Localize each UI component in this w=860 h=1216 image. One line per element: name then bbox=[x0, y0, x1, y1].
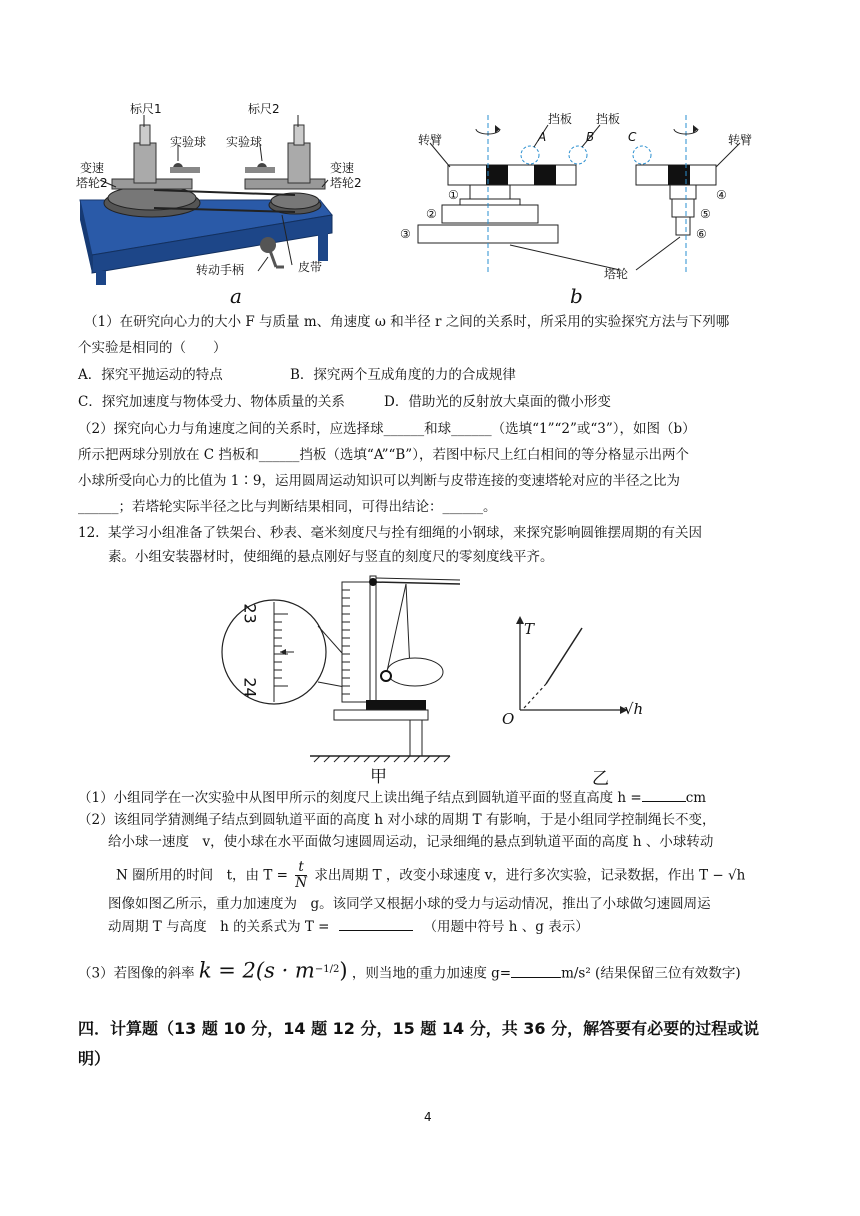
fig-b-n4: ④ bbox=[716, 188, 727, 202]
section4-heading-line1: 四．计算题（13 题 10 分，14 题 12 分，15 题 14 分，共 36 分，解答要有必要的过程或说 bbox=[78, 1019, 760, 1038]
graph-axis-T: T bbox=[524, 620, 535, 638]
fig-b-B: B bbox=[586, 130, 595, 144]
section4-heading-line2: 明） bbox=[78, 1049, 111, 1068]
fig-b-n5: ⑤ bbox=[700, 207, 711, 221]
fig-b-tower: 塔轮 bbox=[604, 267, 629, 281]
q12-s2-line2: 给小球一速度 v，使小球在水平面做匀速圆周运动，记录细绳的悬点到轨道平面的高度 h 、小球转动 bbox=[108, 834, 714, 850]
fit-line-extrapolated bbox=[524, 684, 546, 708]
fig-b-arm-right: 转臂 bbox=[728, 133, 753, 147]
fig-b-n2: ② bbox=[426, 207, 437, 221]
fig-b-arm-left: 转臂 bbox=[418, 133, 443, 147]
graph-axis-sqrt-h: √h bbox=[624, 700, 644, 718]
fig-b-C: C bbox=[628, 130, 637, 144]
q12-s2-line5: 动周期 T 与高度 h 的关系式为 T = （用题中符号 h 、g 表示） bbox=[108, 916, 589, 937]
q11-part1-line2: 个实验是相同的（ ） bbox=[78, 340, 227, 356]
slope-formula: k = 2(s · m bbox=[198, 958, 315, 983]
fig-a-wheel-right-1: 变速 bbox=[330, 161, 355, 175]
q11-option-b: B．探究两个互成角度的力的合成规律 bbox=[290, 367, 516, 383]
fig-jia-label: 甲 bbox=[370, 767, 387, 787]
fig-b-baffle1: 挡板 bbox=[548, 112, 573, 126]
fig-b-A: A bbox=[538, 130, 547, 144]
fig-a-handle: 转动手柄 bbox=[196, 263, 245, 277]
q11-part2-line3: 小球所受向心力的比值为 1∶9，运用圆周运动知识可以判断与皮带连接的变速塔轮对应的半径之比为 bbox=[78, 473, 680, 489]
q11-option-d: D．借助光的反射放大桌面的微小形变 bbox=[384, 394, 611, 410]
q12-s2-line3: N 圈所用的时间 t，由 T = $\frac{t}{N}$ 求出周期 T ，改变小球速度 v，进行多次实验，记录数据，作出 T − √h bbox=[116, 859, 746, 891]
fraction-numerator: t bbox=[295, 860, 307, 876]
fig-a-label: a bbox=[230, 284, 242, 308]
q12-s1: （1）小组同学在一次实验中从图甲所示的刻度尺上读出绳子结点到圆轨道平面的竖直高度 h = cm bbox=[78, 787, 706, 808]
fig-a-wheel-left-1: 变速 bbox=[80, 161, 105, 175]
q12-intro-line2: 素。小组安装器材时，使细绳的悬点刚好与竖直的刻度尺的零刻度线平齐。 bbox=[108, 549, 554, 565]
fig-b-n6: ⑥ bbox=[696, 227, 707, 241]
fig-a-belt: 皮带 bbox=[298, 260, 323, 274]
fig-b-n3: ③ bbox=[400, 227, 411, 241]
q11-option-c: C．探究加速度与物体受力、物体质量的关系 bbox=[78, 394, 345, 410]
q11-part2-line4: ______；若塔轮实际半径之比与判断结果相同，可得出结论：______。 bbox=[78, 499, 497, 515]
q12-s2-line1: （2）该组同学猜测绳子结点到圆轨道平面的高度 h 对小球的周期 T 有影响，于是小组同学控制绳长不变， bbox=[78, 812, 716, 828]
fig-a-scale2: 标尺2 bbox=[248, 102, 280, 116]
q12-number: 12. bbox=[78, 525, 100, 541]
figure-jia bbox=[210, 570, 470, 770]
fit-line-solid bbox=[546, 628, 582, 684]
q11-part2-line1: （2）探究向心力与角速度之间的关系时，应选择球______和球______（选填“1”“2”或“3”），如图（b） bbox=[78, 421, 696, 437]
scale-tick-23: 23 bbox=[240, 603, 260, 624]
figure-a bbox=[70, 95, 360, 315]
fig-a-ball-right: 实验球 bbox=[226, 135, 263, 149]
q12-s3: （3）若图像的斜率 $k = 2(s \cdot m^{-1/2})$ ，则当地的重力加速度 g= m/s² (结果保留三位有效数字) bbox=[78, 958, 741, 983]
fraction-denominator: N bbox=[295, 875, 308, 891]
fig-b-label: b bbox=[570, 284, 583, 308]
q11-part1-line1: （1）在研究向心力的大小 F 与质量 m、角速度 ω 和半径 r 之间的关系时，所采用的实验探究方法与下列哪 bbox=[84, 314, 730, 330]
fig-a-wheel-left-2: 塔轮2 bbox=[76, 176, 108, 190]
q12-s2-line4: 图像如图乙所示，重力加速度为 g。该同学又根据小球的受力与运动情况，推出了小球做匀速圆周运 bbox=[108, 896, 711, 912]
fig-yi-label: 乙 bbox=[592, 769, 609, 789]
page-number: 4 bbox=[424, 1110, 432, 1124]
slope-exponent: −1/2 bbox=[314, 964, 340, 975]
q12-intro-line1: 某学习小组准备了铁架台、秒表、毫米刻度尺与拴有细绳的小钢球，来探究影响圆锥摆周期的有关因 bbox=[108, 525, 702, 541]
q11-part2-line2: 所示把两球分别放在 C 挡板和______挡板（选填“A”“B”），若图中标尺上红白相间的等分格显示出两个 bbox=[78, 447, 689, 463]
fig-a-wheel-right-2: 塔轮2 bbox=[330, 176, 362, 190]
graph-origin: O bbox=[502, 710, 515, 728]
fig-a-scale1: 标尺1 bbox=[130, 102, 162, 116]
scale-tick-24: 24 bbox=[240, 677, 260, 698]
fig-b-baffle2: 挡板 bbox=[596, 112, 621, 126]
fig-a-ball-left: 实验球 bbox=[170, 135, 207, 149]
q11-option-a: A．探究平抛运动的特点 bbox=[78, 367, 223, 383]
fig-b-n1: ① bbox=[448, 188, 459, 202]
